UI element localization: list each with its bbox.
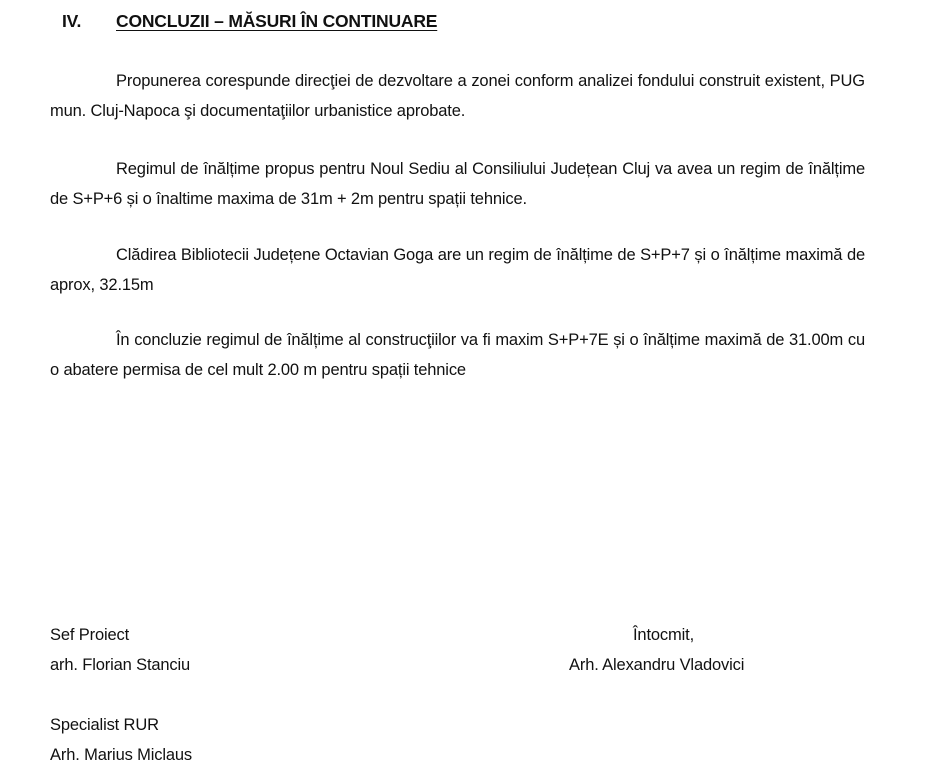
rur-specialist-name: Arh. Marius Miclaus [50, 746, 193, 764]
section-title: CONCLUZII – MĂSURI ÎN CONTINUARE [116, 11, 438, 31]
signature-project-lead [50, 620, 190, 680]
project-lead-name: arh. Florian Stanciu [50, 656, 191, 674]
signature-author [569, 620, 769, 680]
paragraph-library-height: Clădirea Bibliotecii Județene Octavian Goga are un regim de înălțime de S+P+7 și o înălțime maximă de aprox, 32.15m [50, 246, 865, 294]
author-role: Întocmit, [633, 626, 695, 644]
paragraph-conclusion: În concluzie regimul de înălțime al construcţiilor va fi maxim S+P+7E și o înălțime maximă de 31.00m cu o abatere permisa de cel mult 2.00 m pentru spații tehnice [50, 331, 865, 379]
signature-rur-specialist [50, 710, 192, 770]
author-name: Arh. Alexandru Vladovici [569, 656, 745, 674]
section-heading [62, 11, 437, 32]
rur-specialist-role: Specialist RUR [50, 716, 159, 734]
section-number: IV. [62, 11, 82, 31]
project-lead-role: Sef Proiect [50, 626, 130, 644]
paragraph-proposed-height: Regimul de înălțime propus pentru Noul Sediu al Consiliului Județean Cluj va avea un regim de înălțime de S+P+6 și o înaltime maxima de 31m + 2m pentru spații tehnice. [50, 160, 865, 208]
paragraph-direction: Propunerea corespunde direcţiei de dezvoltare a zonei conform analizei fondului construit existent, PUG mun. Cluj-Napoca şi documentaţiilor urbanistice aprobate. [50, 72, 865, 120]
